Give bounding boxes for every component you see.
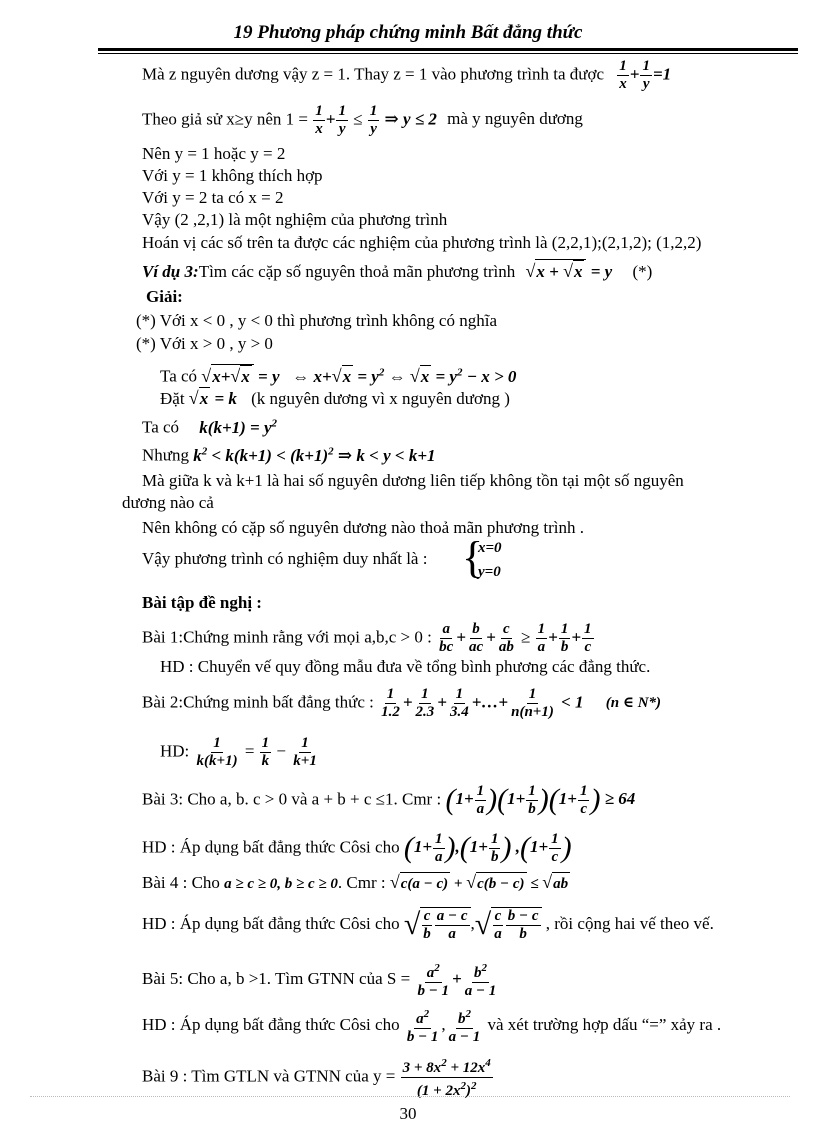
line-4: Với y = 1 không thích hợp xyxy=(142,166,323,185)
line-1: Mà z nguyên dương vậy z = 1. Thay z = 1 vào phương trình ta được $\frac{1}{x}$ + $\frac{1}{y}$ =1 xyxy=(142,58,672,92)
line-3: Nên y = 1 hoặc y = 2 xyxy=(142,144,286,163)
solution-label: Giải: xyxy=(146,287,183,306)
para-2: Nên không có cặp số nguyên dương nào thoả mãn phương trình . xyxy=(142,518,584,537)
header-rule-thin xyxy=(98,53,798,54)
exercise-1: Bài 1:Chứng minh rằng với mọi a,b,c > 0 : $\frac{a}{bc}$ + $\frac{b}{ac}$ + $\frac{c}{ab}$ ≥ $\frac{1}{a}$ + $\frac{1}{b}$ + $\frac{1}{c}$ xyxy=(142,621,592,655)
case-2: (*) Với x > 0 , y > 0 xyxy=(136,334,273,353)
line-6: Vậy (2 ,2,1) là một nghiệm của phương trình xyxy=(142,210,448,229)
hint-5: HD : Áp dụng bất đẳng thức Côsi cho $\frac{a^2}{b - 1}$ , $\frac{b^2}{a - 1}$ và xét trường hợp dấu “=” xảy ra . xyxy=(142,1008,722,1045)
hint-2: HD: $\frac{1}{k(k+1)}$ = $\frac{1}{k}$ − $\frac{1}{k+1}$ xyxy=(160,735,317,769)
step-taco: Ta có √x+√x = y ⇔ $x+√x = y^2$ ⇔ $√x = y^2 - x > 0$ xyxy=(160,365,517,386)
hint-1: HD : Chuyển vế quy đồng mẫu đưa về tổng bình phương các đẳng thức. xyxy=(160,657,651,676)
exercises-heading: Bài tập đề nghị : xyxy=(142,593,262,612)
exercise-4: Bài 4 : Cho a ≥ c ≥ 0, b ≥ c ≥ 0. Cmr : √c(a − c) + √c(b − c) ≤ √ab xyxy=(142,871,570,895)
header-rule-thick xyxy=(98,48,798,51)
step-nhung: Nhưng $k^2 < k(k+1) < (k+1)^2$ ⇒ k < y < k+1 xyxy=(142,445,436,465)
line-7: Hoán vị các số trên ta được các nghiệm của phương trình là (2,2,1);(2,1,2); (1,2,2) xyxy=(142,233,702,252)
footer-rule xyxy=(30,1096,790,1097)
para-1a: Mà giữa k và k+1 là hai số nguyên dương liên tiếp không tồn tại một số nguyên xyxy=(142,471,684,490)
line-5: Với y = 2 ta có x = 2 xyxy=(142,188,284,207)
case-1: (*) Với x < 0 , y < 0 thì phương trình không có nghĩa xyxy=(136,311,498,330)
exercise-2: Bài 2:Chứng minh bất đẳng thức : $\frac{1}{1.2}$ + $\frac{1}{2.3}$ + $\frac{1}{3.4}$ +…+ $\frac{1}{n(n+1)}$ < 1 (n ∈ N*) xyxy=(142,686,662,720)
conclusion: Vậy phương trình có nghiệm duy nhất là : xyxy=(142,549,428,568)
line-2: Theo giả sử x≥y nên 1 = $\frac{1}{x}$ + $\frac{1}{y}$ ≤ $\frac{1}{y}$ ⇒ y ≤ 2 mà y nguyên dương xyxy=(142,103,583,137)
page-header: 19 Phương pháp chứng minh Bất đẳng thức xyxy=(233,22,583,43)
para-1b: dương nào cả xyxy=(122,493,214,512)
hint-4: HD : Áp dụng bất đẳng thức Côsi cho √ $\frac{c}{b}$ $\frac{a - c}{a}$ ,√ $\frac{c}{a}$ $\frac{b - c}{b}$ , rồi cộng hai vế theo vế. xyxy=(142,908,714,942)
step-dat: Đặt √x = k (k nguyên dương vì x nguyên dương ) xyxy=(160,388,510,408)
example-3: Ví dụ 3:Tìm các cặp số nguyên thoả mãn phương trình √x + √x = y (*) xyxy=(142,261,653,281)
page-number: 30 xyxy=(399,1104,417,1123)
hint-3: HD : Áp dụng bất đẳng thức Côsi cho (1+ $\frac{1}{a}$ ),(1+ $\frac{1}{b}$ ) ,(1+ $\frac{1}{c}$ ) xyxy=(142,831,572,865)
exercise-5: Bài 5: Cho a, b >1. Tìm GTNN của S = $\frac{a^2}{b - 1}$ + $\frac{b^2}{a - 1}$ xyxy=(142,962,497,999)
exercise-9: Bài 9 : Tìm GTLN và GTNN của y = $\frac{3 + 8x^2 + 12x^4}{(1 + 2x^2)^2}$ xyxy=(142,1057,491,1099)
step-taco-2: Ta có $k(k+1) = y^2$ xyxy=(142,417,278,437)
exercise-3: Bài 3: Cho a, b. c > 0 và a + b + c ≤1. Cmr : (1+ $\frac{1}{a}$ )(1+ $\frac{1}{b}$ )(1+ $\frac{1}{c}$ ) ≥ 64 xyxy=(142,783,636,817)
